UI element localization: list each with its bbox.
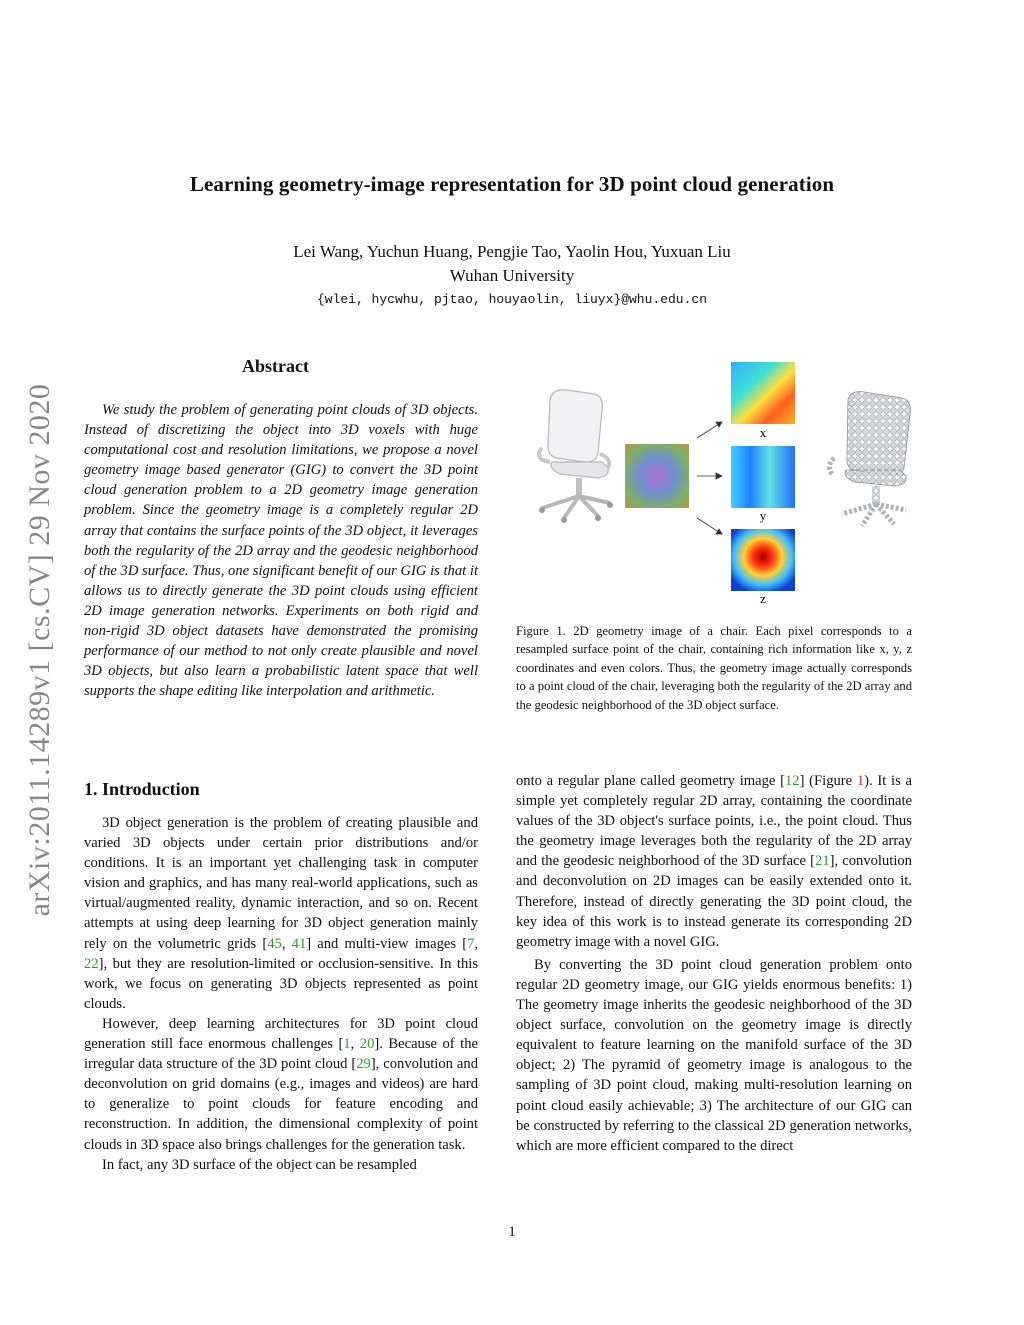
abstract-heading: Abstract [242,356,309,376]
x-label: x [759,425,767,440]
text-run: 3D object generation is the problem of creating plausible and varied 3D objects under certain prior distributions and/or conditions. It is an important yet challenging task in computer vision and graphics, and has many real-world applications, such as virtual/augmented reality, dynamic interaction, and so on. Recent attempts at using deep learning for 3D object generation mainly rely on the volumetric grids [ [84,815,478,952]
text-run: ] and multi-view images [ [306,935,468,952]
text-run: , [474,935,479,952]
figure-1-caption: Figure 1. 2D geometry image of a chair. Each pixel corresponds to a resampled surface point of the chair, containing rich information like x, y, z coordinates and even colors. Thus, the geometry image actually corresponds to a point cloud of the chair, leveraging both the regularity of the 2D array and the geodesic neighborhood of the 3D object surface. [516,624,912,712]
abstract-paragraph: We study the problem of generating point clouds of 3D objects. Instead of discretizing the object into 3D voxels with huge computational cost and resolution limitations, we propose a novel geometry image based generator (GIG) to convert the 3D point cloud generation problem to a 2D geometry image generation problem. Since the geometry image is a completely regular 2D array that contains the surface points of the 3D object, it leverages both the regularity of the 2D array and the geodesic neighborhood of the 3D surface. Thus, one significant benefit of our GIG is that it allows us to directly generate the 3D point clouds using efficient 2D image generation networks. Experiments on both rigid and non-rigid 3D object datasets have demonstrated the promising performance of our method to not only create plausible and novel 3D objects, but also learn a probabilistic latent space that well supports the shape editing like interpolation and arithmetic. [84,402,478,700]
y-label: y [759,508,767,523]
y-channel-image [731,446,795,508]
intro-paragraph-3: In fact, any 3D surface of the object can be resampled [102,1156,417,1173]
text-run: However, deep learning architectures for 3D point cloud generation still face enormous challenges [ [84,1015,478,1053]
citation-link[interactable]: 12 [784,773,800,789]
intro-paragraph-1 [84,813,478,1014]
geometry-image [625,444,689,508]
section-heading-introduction: 1. Introduction [84,779,200,799]
citation-link[interactable]: 7 [467,935,475,952]
page-number: 1 [508,1224,516,1240]
text-run: ], convolution and deconvolution on grid domains (e.g., images and videos) are hard to generalize to point clouds for feature encoding and reconstruction. In addition, the dimensional complexity of point clouds in 3D space also brings challenges for the generation task. [84,1056,478,1153]
citation-link[interactable]: 41 [291,935,307,952]
arxiv-identifier: arXiv:2011.14289v1 [cs.CV] 29 Nov 2020 [23,383,56,917]
chair-mesh-render [539,390,613,523]
arrows [697,422,722,534]
z-channel-image [731,529,795,591]
figure-1 [512,358,922,608]
intro-paragraph-3-continued [516,771,912,952]
citation-link[interactable]: 22 [84,955,99,972]
figure-reference-link[interactable]: 1 [856,773,865,789]
introduction-left-column [84,813,478,1175]
z-label: z [760,591,766,606]
citation-link[interactable]: 1 [343,1036,351,1053]
author-emails: {wlei, hycwhu, pjtao, houyaolin, liuyx}@whu.edu.cn [316,292,708,307]
abstract-body [84,400,478,701]
author-block [0,240,1024,288]
citation-link[interactable]: 20 [359,1036,375,1053]
text-run: ], convolution and deconvolution on 2D images can be easily extended onto it. Therefore, instead of directly generating the 3D point cloud, the key idea of this work is to instead generate its corresponding 2D geometry image with a novel GIG. [516,853,912,950]
text-run: onto a regular plane called geometry image [ [516,773,785,789]
citation-link[interactable]: 21 [815,853,830,870]
text-run: ]. Because of the irregular data structure of the 3D point cloud [ [84,1036,479,1073]
introduction-right-column [516,771,912,1156]
affiliation: Wuhan University [449,266,575,285]
chair-point-cloud [829,392,910,526]
author-names: Lei Wang, Yuchun Huang, Pengjie Tao, Yaolin Hou, Yuxuan Liu [293,242,731,261]
text-run: ). It is a simple yet completely regular 2D array, containing the coordinate values of the 3D object's surface points, i.e., the point cloud. Thus the geometry image leverages both the regularity of the 2D array and the geodesic neighborhood of the 3D surface [ [516,773,912,870]
text-run: ] (Figure [799,773,857,789]
citation-link[interactable]: 29 [356,1056,371,1073]
x-channel-image [731,362,795,424]
paper-title: Learning geometry-image representation for 3D point cloud generation [189,172,835,196]
intro-paragraph-4: By converting the 3D point cloud generation problem onto regular 2D geometry image, our GIG yields enormous benefits: 1) The geometry image inherits the geodesic neighborhood of the 3D object surface, convolution on the geometry image is directly equivalent to feature learning on the manifold surface of the 3D object; 2) The pyramid of geometry image is analogous to the sampling of 3D point cloud, making multi-resolution learning on point cloud easily achievable; 3) The architecture of our GIG can be constructed by referring to the classical 2D generation networks, which are more efficient compared to the direct [516,956,912,1154]
text-run: ], but they are resolution-limited or occlusion-sensitive. In this work, we focus on generating 3D objects represented as point clouds. [84,955,478,1012]
text-run: , [281,935,292,952]
text-run: , [350,1036,360,1053]
intro-paragraph-2 [84,1014,478,1155]
citation-link[interactable]: 45 [267,935,282,952]
